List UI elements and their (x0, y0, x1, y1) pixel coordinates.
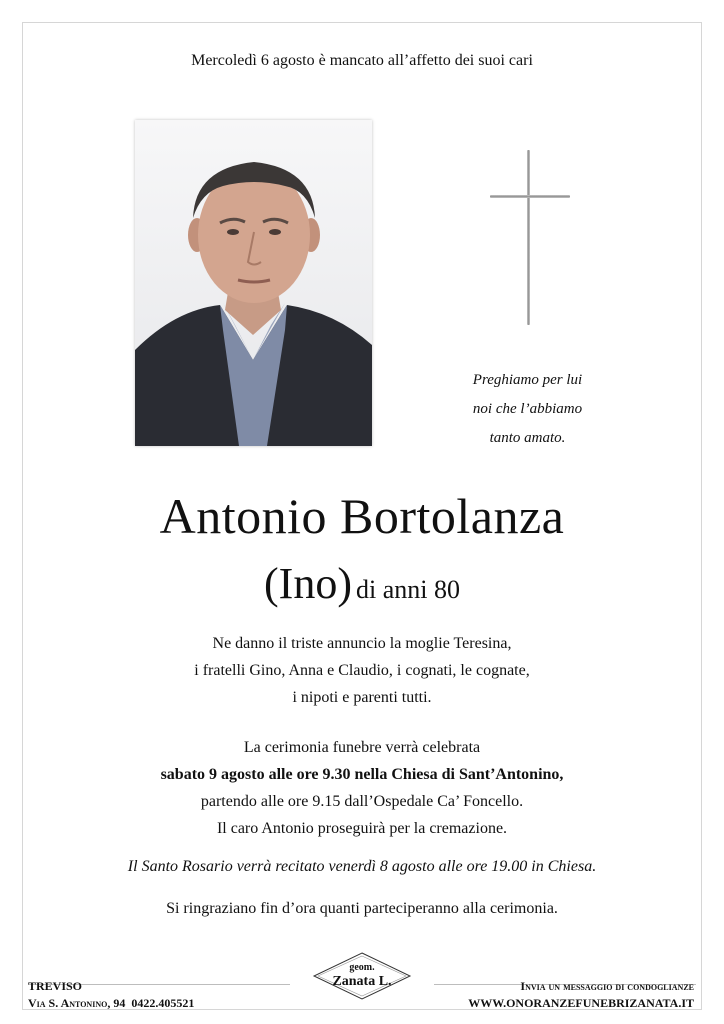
nickname-age-line (0, 556, 724, 622)
announcement-line: Ne danno il triste annuncio la moglie Teresina, (212, 635, 512, 652)
condolence-label: Invia un messaggio di condoglianze (520, 979, 694, 993)
portrait-photo (135, 120, 372, 446)
footer-condolence-block (468, 978, 694, 1012)
thanks-line: Si ringraziano fin d’ora quanti parteciperanno alla cerimonia. (166, 900, 558, 917)
footer-address: Via S. Antonino, 94 (28, 996, 126, 1010)
announcement-line: i fratelli Gino, Anna e Claudio, i cognati, le cognate, (194, 662, 530, 679)
deceased-name: Antonio Bortolanza (159, 488, 565, 544)
website-link[interactable]: WWW.ONORANZEFUNEBRIZANATA.IT (468, 996, 694, 1010)
ceremony-details (0, 734, 724, 842)
prayer-line: tanto amato. (489, 430, 566, 446)
prayer-verse (430, 366, 625, 453)
deceased-nickname: (Ino) (264, 559, 352, 608)
logo-name: Zanata L. (332, 974, 392, 989)
cross-icon (490, 150, 570, 325)
prayer-line: Preghiamo per lui (472, 372, 583, 388)
death-announcement-line: Mercoledì 6 agosto è mancato all’affetto dei suoi cari (191, 52, 533, 69)
ceremony-cremation: Il caro Antonio proseguirà per la cremazione. (216, 820, 508, 837)
footer-address-block (28, 978, 194, 1012)
deceased-age: di anni 80 (355, 575, 460, 604)
ceremony-intro: La cerimonia funebre verrà celebrata (243, 739, 481, 756)
rosary-notice: Il Santo Rosario verrà recitato venerdì 8 agosto alle ore 19.00 in Chiesa. (127, 858, 597, 875)
funeral-home-logo (312, 951, 412, 1001)
announcement-line: i nipoti e parenti tutti. (292, 689, 432, 706)
family-announcement (0, 630, 724, 711)
ceremony-date-place: sabato 9 agosto alle ore 9.30 nella Chiesa di Sant’Antonino, (160, 766, 564, 783)
footer-city: TREVISO (28, 979, 83, 993)
footer-phone: 0422.405521 (131, 996, 195, 1010)
prayer-line: noi che l’abbiamo (472, 401, 583, 417)
logo-title: geom. (349, 962, 375, 973)
ceremony-departure: partendo alle ore 9.15 dall’Ospedale Ca’ Foncello. (200, 793, 524, 810)
